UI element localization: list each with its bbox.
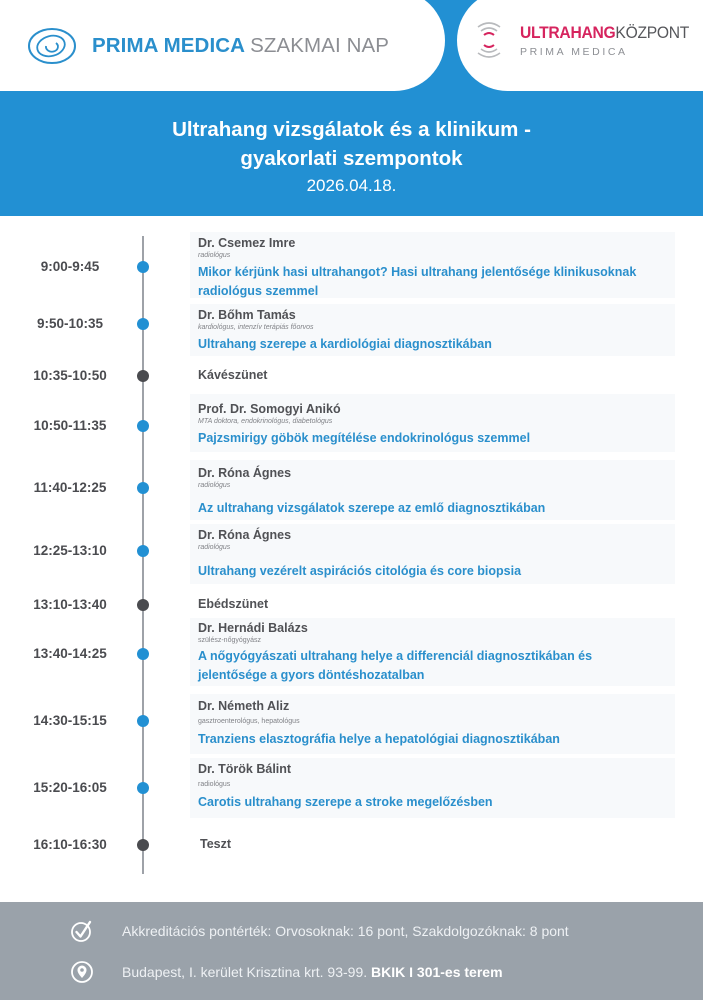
break-label: Ebédszünet	[198, 597, 269, 611]
break-card	[190, 835, 675, 857]
accreditation-text: Akkreditációs pontérték: Orvosoknak: 16 pont, Szakdolgozóknak: 8 pont	[122, 923, 569, 939]
location-pin-icon	[70, 960, 94, 984]
talk-topic: Ultrahang vezérelt aspirációs citológia és core biopsia	[198, 564, 522, 578]
timeline-dot-talk	[137, 261, 149, 273]
header-banner	[0, 0, 703, 216]
talk-topic: Pajzsmirigy göbök megítélése endokrinológus szemmel	[198, 431, 531, 445]
time-slot: 11:40-12:25	[33, 480, 107, 495]
event-title-line1: Ultrahang vizsgálatok és a klinikum -	[172, 118, 531, 141]
speaker-role: radiológus	[198, 781, 231, 788]
speaker-role: radiológus	[198, 252, 231, 259]
talk-topic: Ultrahang szerepe a kardiológiai diagnosztikában	[198, 337, 492, 351]
speaker-role: MTA doktora, endokrinológus, diabetológus	[198, 418, 333, 425]
talk-card	[190, 460, 675, 520]
ultrahang-kozpont-subtitle: PRIMA MEDICA	[520, 45, 628, 58]
speaker-name: Dr. Németh Aliz	[198, 699, 290, 713]
ultrahang-kozpont-wordmark	[520, 23, 689, 43]
speaker-name: Dr. Róna Ágnes	[198, 528, 292, 542]
timeline-dot-break	[137, 839, 149, 851]
break-card	[190, 595, 675, 617]
brand-light: SZAKMAI NAP	[250, 34, 390, 57]
talk-topic: Carotis ultrahang szerepe a stroke megelőzésben	[198, 795, 493, 809]
timeline-dot-talk	[137, 782, 149, 794]
checkmark-circle-icon	[70, 919, 94, 943]
prima-medica-logo-icon	[26, 24, 78, 68]
talk-card	[190, 758, 675, 818]
speaker-role: szülész-nőgyógyász	[198, 637, 262, 644]
speaker-name: Dr. Török Bálint	[198, 762, 292, 776]
break-card	[190, 366, 675, 388]
talk-card	[190, 694, 675, 754]
timeline-dot-talk	[137, 482, 149, 494]
event-title-block	[0, 115, 703, 198]
speaker-name: Dr. Róna Ágnes	[198, 466, 292, 480]
timeline-dot-break	[137, 370, 149, 382]
event-date: 2026.04.18.	[306, 176, 397, 195]
break-label: Kávészünet	[198, 368, 268, 382]
talk-topic: Tranziens elasztográfia helye a hepatológiai diagnosztikában	[198, 732, 560, 746]
wordmark-gray: KÖZPONT	[615, 22, 690, 42]
location-text	[122, 964, 503, 980]
speaker-name: Prof. Dr. Somogyi Anikó	[198, 402, 341, 416]
timeline-dot-talk	[137, 318, 149, 330]
brand-strong: PRIMA MEDICA	[92, 34, 245, 57]
time-slot: 12:25-13:10	[33, 543, 107, 558]
time-slot: 10:35-10:50	[33, 368, 107, 383]
event-brand-title	[92, 34, 389, 58]
timeline-dot-talk	[137, 545, 149, 557]
time-slot: 9:00-9:45	[40, 259, 100, 274]
timeline-dot-talk	[137, 715, 149, 727]
time-slot: 16:10-16:30	[33, 837, 107, 852]
time-slot: 10:50-11:35	[33, 418, 107, 433]
speaker-role: gasztroenterológus, hepatológus	[198, 718, 300, 725]
speaker-name: Dr. Csemez Imre	[198, 236, 296, 250]
time-slot: 13:10-13:40	[33, 597, 107, 612]
time-slot: 15:20-16:05	[33, 780, 107, 795]
event-title-line2: gyakorlati szempontok	[240, 147, 463, 170]
speaker-role: kardiológus, intenzív terápiás főorvos	[198, 324, 314, 331]
talk-topic: Mikor kérjünk hasi ultrahangot? Hasi ultrahang jelentősége klinikusoknak radiológus szemmel	[198, 265, 637, 298]
time-slot: 14:30-15:15	[33, 713, 107, 728]
talk-topic: Az ultrahang vizsgálatok szerepe az emlő diagnosztikában	[198, 501, 546, 515]
talk-card	[190, 304, 675, 356]
location-row	[70, 960, 503, 984]
venue-text: BKIK I 301-es terem	[371, 964, 503, 980]
speaker-name: Dr. Bőhm Tamás	[198, 308, 296, 322]
speaker-role: radiológus	[198, 544, 231, 551]
speaker-role: radiológus	[198, 482, 231, 489]
speaker-name: Dr. Hernádi Balázs	[198, 621, 308, 635]
time-slot: 9:50-10:35	[36, 316, 104, 331]
time-slot: 13:40-14:25	[33, 646, 107, 661]
address-text: Budapest, I. kerület Krisztina krt. 93-99.	[122, 964, 368, 980]
wordmark-pink: ULTRAHANG	[520, 22, 616, 42]
talk-card	[190, 618, 675, 686]
talk-topic: A nőgyógyászati ultrahang helye a differenciál diagnosztikában és jelentősége a gyors döntéshozatalban	[198, 649, 593, 682]
ultrahang-kozpont-brand	[474, 18, 703, 62]
break-label: Teszt	[200, 837, 232, 851]
prima-medica-brand	[26, 24, 389, 68]
talk-card	[190, 524, 675, 584]
footer-info	[0, 902, 703, 1000]
talk-card	[190, 232, 675, 298]
talk-card	[190, 394, 675, 452]
timeline-dot-break	[137, 599, 149, 611]
timeline-dot-talk	[137, 648, 149, 660]
ultrasound-wave-logo-icon	[474, 18, 504, 62]
timeline-dot-talk	[137, 420, 149, 432]
accreditation-row	[70, 919, 569, 943]
